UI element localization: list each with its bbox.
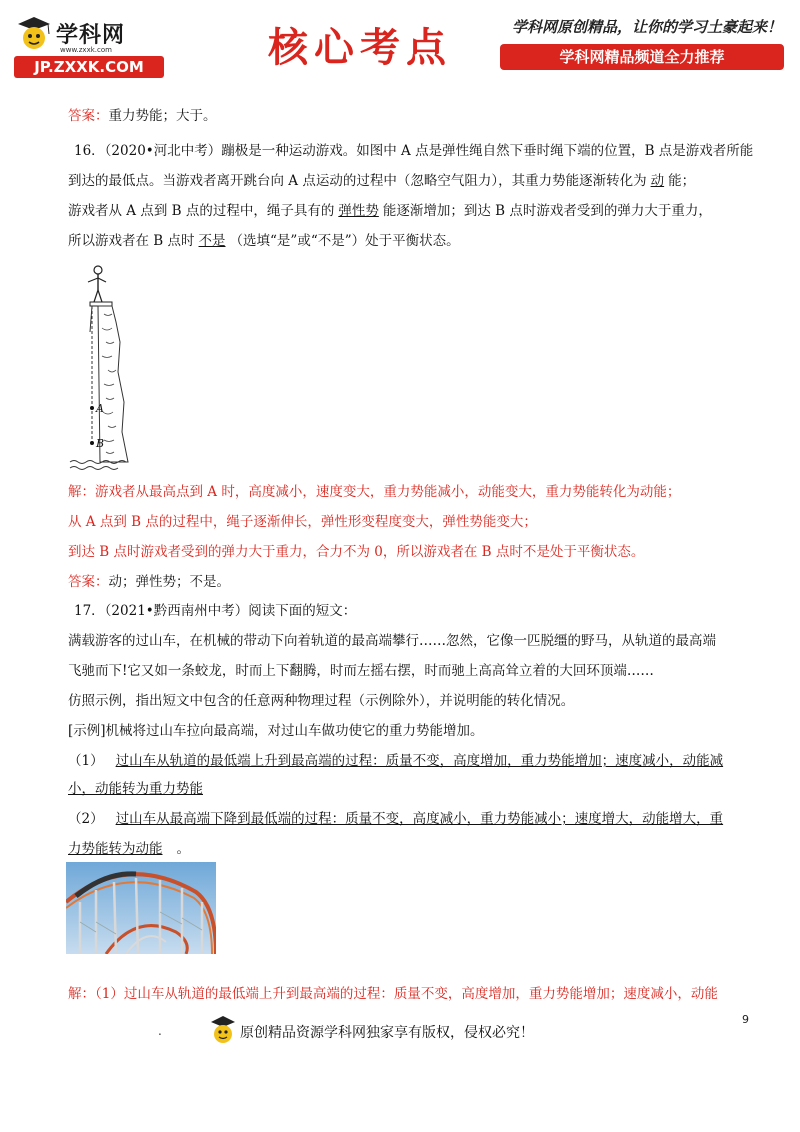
q17-example: [示例]机械将过山车拉向最高端，对过山车做功使它的重力势能增加。 <box>68 723 484 739</box>
q16-line4-end: （选填“是”或“不是”）处于平衡状态。 <box>229 233 460 249</box>
q16-blank2: 弹性势 <box>338 203 379 219</box>
q16-line3 <box>68 201 712 221</box>
q17-line2: 满载游客的过山车，在机械的带动下向着轨道的最高端攀行……忽然，它像一匹脱缰的野马，从轨道的最高端 <box>68 633 716 649</box>
q17-ans2-cont: 力势能转为动能 <box>68 841 163 857</box>
q16-solution2: 从 A 点到 B 点的过程中，绳子逐渐伸长，弹性形变程度变大，弹性势能变大； <box>68 514 537 530</box>
header-slogan-bar: 学科网精品频道全力推荐 <box>500 44 784 70</box>
q17-ans2-text: 过山车从最高端下降到最低端的过程：质量不变，高度减小，重力势能减小；速度增大，动能增大，重 <box>115 811 724 827</box>
answer-text: 重力势能；大于。 <box>108 108 217 124</box>
header-slogan: 学科网原创精品，让你的学习土豪起来！ <box>512 18 783 36</box>
q15-answer <box>68 106 217 126</box>
q16-line2-text: 到达的最低点。当游戏者离开跳台向 A 点运动的过程中（忽略空气阻力），其重力势能逐渐转化为 <box>68 173 647 189</box>
q17-ans1-line2 <box>68 779 217 799</box>
q16-blank3: 不是 <box>198 233 226 249</box>
q17-line1: 17．（2021•黔西南州中考）阅读下面的短文： <box>74 603 357 619</box>
mascot-icon <box>208 1014 238 1048</box>
q17-ans1-line1 <box>68 751 723 771</box>
q16-answer <box>68 572 230 592</box>
fig-label-a: A <box>96 402 104 415</box>
q16-line4 <box>68 231 460 251</box>
answer-label: 答案： <box>68 574 109 590</box>
q17-ans2-num: （2） <box>68 811 104 827</box>
q16-line2-end: 能； <box>668 173 696 189</box>
bungee-figure <box>66 262 136 474</box>
mascot-icon <box>14 14 54 56</box>
q16-solution3: 到达 B 点时游戏者受到的弹力大于重力，合力不为 0，所以游戏者在 B 点时不是处于平衡状态。 <box>68 544 645 560</box>
q16-line4-text: 所以游戏者在 B 点时 <box>68 233 195 249</box>
q16-line1: 16．（2020•河北中考）蹦极是一种运动游戏。如图中 A 点是弹性绳自然下垂时绳下端的位置，B 点是游戏者所能 <box>74 143 754 159</box>
page-header <box>0 0 800 90</box>
q17-line3: 飞驰而下!它又如一条蛟龙，时而上下翻腾，时而左摇右摆，时而驰上高高耸立着的大回环顶端…… <box>68 663 654 679</box>
q16-line3-end: 能逐渐增加；到达 B 点时游戏者受到的弹力大于重力， <box>382 203 712 219</box>
logo-url: www.zxxk.com <box>60 46 112 54</box>
q17-ans1-cont: 小，动能转为重力势能 <box>68 781 203 797</box>
q16-blank1: 动 <box>650 173 665 189</box>
q16-line3-text: 游戏者从 A 点到 B 点的过程中，绳子具有的 <box>68 203 335 219</box>
q16-line2 <box>68 171 695 191</box>
q17-solution1: 解：（1）过山车从轨道的最低端上升到最高端的过程：质量不变，高度增加，重力势能增加；速度减小，动能 <box>68 986 718 1002</box>
logo-banner: JP.ZXXK.COM <box>14 56 164 78</box>
q17-ans1-num: （1） <box>68 753 104 769</box>
roller-coaster-photo <box>66 862 216 954</box>
q16-solution1: 解：游戏者从最高点到 A 时，高度减小，速度变大，重力势能减小，动能变大，重力势能转化为动能； <box>68 484 681 500</box>
page-number: 9 <box>742 1013 749 1026</box>
footer-dot: . <box>158 1024 162 1038</box>
q17-ans1-text: 过山车从轨道的最低端上升到最高端的过程：质量不变，高度增加，重力势能增加；速度减小，动能减 <box>115 753 724 769</box>
fig-label-b: B <box>96 437 105 450</box>
q17-ans2-line2 <box>68 839 190 859</box>
answer-label: 答案： <box>68 108 109 124</box>
q17-ans2-line1 <box>68 809 723 829</box>
q17-line4: 仿照示例，指出短文中包含的任意两种物理过程（示例除外），并说明能的转化情况。 <box>68 693 575 709</box>
page-title: 核心考点 <box>268 24 452 71</box>
q17-ans2-end: 。 <box>176 841 190 857</box>
zxxk-logo <box>14 14 164 76</box>
copyright-notice: 原创精品资源学科网独家享有版权，侵权必究！ <box>240 1025 534 1041</box>
answer-text: 动；弹性势；不是。 <box>108 574 230 590</box>
logo-name: 学科网 <box>56 23 126 48</box>
